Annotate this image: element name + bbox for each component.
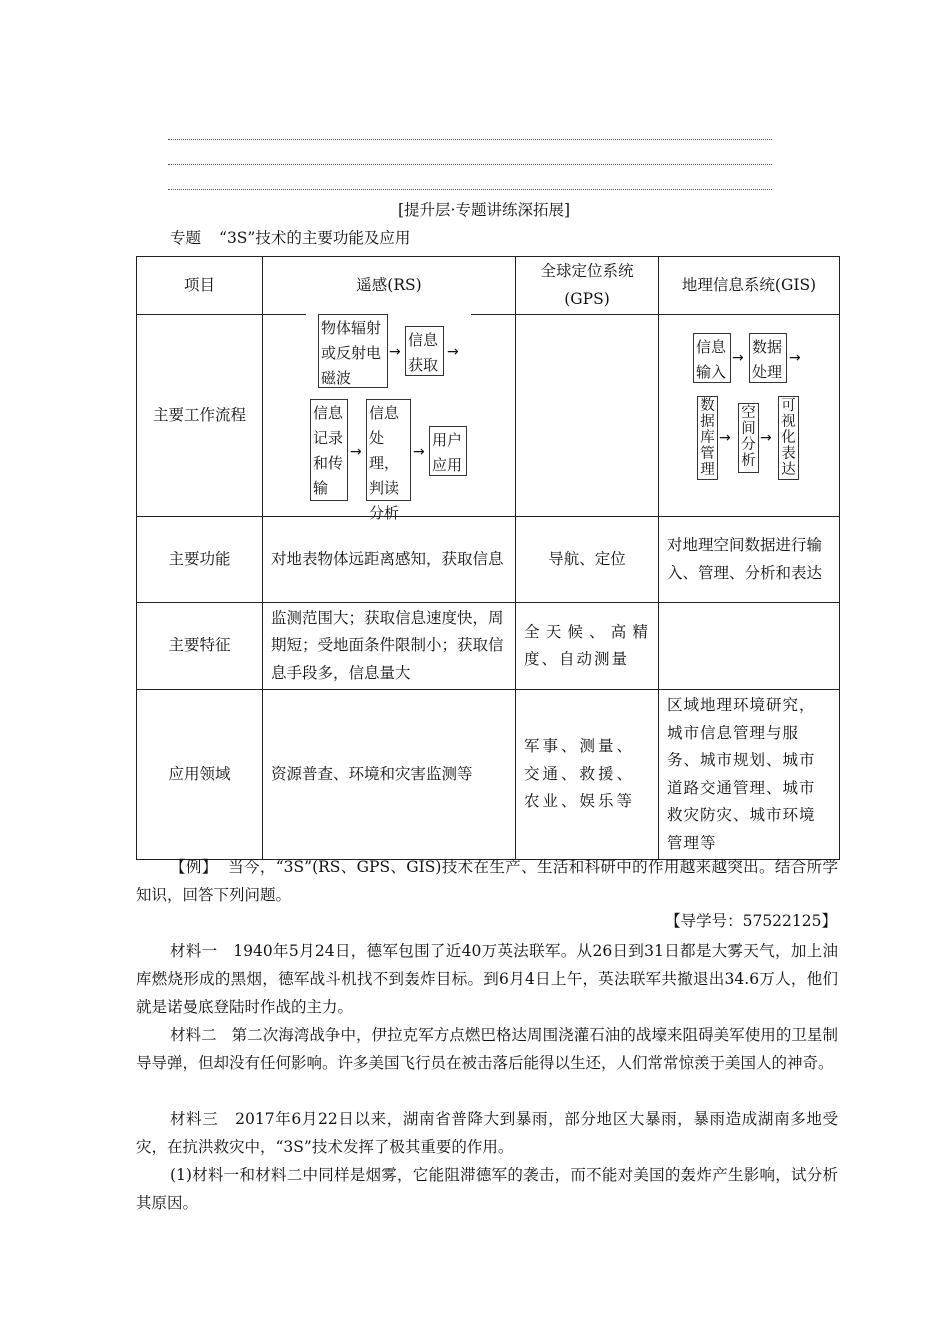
- material-text: 1940年5月24日，德军包围了近40万英法联军。从26日到31日都是大雾天气，加上油库燃烧形成的黑烟，德军战斗机找不到轰炸目标。到6月4日上午，英法联军共撤退出34.6万人，他们就是诺曼底登陆时作战的主力。: [136, 942, 839, 1016]
- row-label-applications: 应用领域: [137, 690, 263, 860]
- gis-step-database-text: 数据库管理: [700, 398, 715, 478]
- table-row-applications: [137, 690, 840, 860]
- rs-step-emission: 物体辐射或反射电磁波: [318, 314, 388, 388]
- topic-title: “3S”技术的主要功能及应用: [219, 229, 411, 247]
- material-3: [136, 1105, 838, 1161]
- 3s-comparison-table: [136, 256, 840, 860]
- arrow-icon: →: [760, 430, 772, 446]
- arrow-icon: →: [350, 444, 362, 460]
- table-row-workflow: [137, 315, 840, 517]
- arrow-icon: →: [389, 344, 401, 360]
- gis-applications: 区域地理环境研究，城市信息管理与服务、城市规划、城市道路交通管理、城市救灾防灾、城市环境管理等: [659, 690, 840, 860]
- arrow-icon: →: [413, 444, 425, 460]
- material-label: 材料三: [170, 1110, 219, 1128]
- topic-heading: [170, 226, 410, 248]
- gps-workflow-cell: [516, 315, 659, 517]
- material-label: 材料二: [170, 1026, 217, 1044]
- guide-number: 【导学号：57522125】: [665, 912, 837, 930]
- material-text: 2017年6月22日以来，湖南省普降大到暴雨，部分地区大暴雨，暴雨造成湖南多地受灾，在抗洪救灾中，“3S”技术发挥了极其重要的作用。: [136, 1110, 838, 1156]
- section-header: [提升层·专题讲练深拓展]: [398, 201, 571, 219]
- header-gis: 地理信息系统(GIS): [659, 257, 840, 315]
- material-1: [136, 937, 838, 1021]
- topic-label: 专题: [170, 229, 202, 247]
- rs-function: 对地表物体远距离感知，获取信息: [263, 517, 516, 603]
- rs-applications: 资源普查、环境和灾害监测等: [263, 690, 516, 860]
- arrow-icon: →: [732, 350, 744, 366]
- gps-features: 全天候、高精度、自动测量: [516, 603, 659, 690]
- example-paragraph: [136, 853, 838, 909]
- gis-features: [659, 603, 840, 690]
- rs-features: 监测范围大；获取信息速度快，周期短；受地面条件限制小；获取信息手段多，信息量大: [263, 603, 516, 690]
- gis-step-visual-text: 可视化表达: [781, 398, 796, 478]
- header-rs: 遥感(RS): [263, 257, 516, 315]
- table-header-row: [137, 257, 840, 315]
- table-row-features: [137, 603, 840, 690]
- arrow-icon: →: [447, 344, 459, 360]
- rs-step-process: 信息处理，判读分析: [366, 399, 411, 501]
- header-gps: 全球定位系统(GPS): [516, 257, 659, 315]
- gps-applications: 军事、测量、交通、救援、农业、娱乐等: [516, 690, 659, 860]
- row-label-function: 主要功能: [137, 517, 263, 603]
- table-row-function: [137, 517, 840, 603]
- material-2: [136, 1021, 838, 1077]
- rs-step-acquire: 信息获取: [405, 326, 444, 376]
- gis-step-processing: 数据处理: [749, 333, 787, 383]
- example-text: 当今，“3S”(RS、GPS、GIS)技术在生产、生活和科研中的作用越来越突出。结合所学知识，回答下列问题。: [136, 858, 838, 904]
- arrow-icon: →: [789, 350, 801, 366]
- material-label: 材料一: [170, 942, 218, 960]
- row-label-workflow: 主要工作流程: [137, 315, 263, 517]
- gis-function: 对地理空间数据进行输入、管理、分析和表达: [659, 517, 840, 603]
- material-text: 第二次海湾战争中，伊拉克军方点燃巴格达周围浇灌石油的战壕来阻碍美军使用的卫星制导导弹，但却没有任何影响。许多美国飞行员在被击落后能得以生还，人们常常惊羡于美国人的神奇。: [136, 1026, 838, 1072]
- rs-step-user: 用户应用: [429, 426, 467, 476]
- question-1: [136, 1161, 838, 1217]
- gis-step-visual: [778, 396, 799, 480]
- question-1-text: (1)材料一和材料二中同样是烟雾，它能阻滞德军的袭击，而不能对美国的轰炸产生影响，试分析其原因。: [136, 1166, 838, 1212]
- gis-step-input: 信息输入: [693, 333, 731, 383]
- answer-line-1: [168, 139, 772, 140]
- example-tag: 【例】: [170, 858, 218, 876]
- gis-step-spatial: [738, 403, 759, 473]
- gps-function: 导航、定位: [516, 517, 659, 603]
- answer-line-2: [168, 164, 772, 165]
- gis-step-spatial-text: 空间分析: [741, 405, 756, 469]
- answer-line-3: [168, 189, 772, 190]
- gis-step-database: [697, 396, 718, 480]
- header-item: 项目: [137, 257, 263, 315]
- arrow-icon: →: [719, 430, 731, 446]
- rs-step-record: 信息记录和传输: [310, 399, 348, 501]
- row-label-features: 主要特征: [137, 603, 263, 690]
